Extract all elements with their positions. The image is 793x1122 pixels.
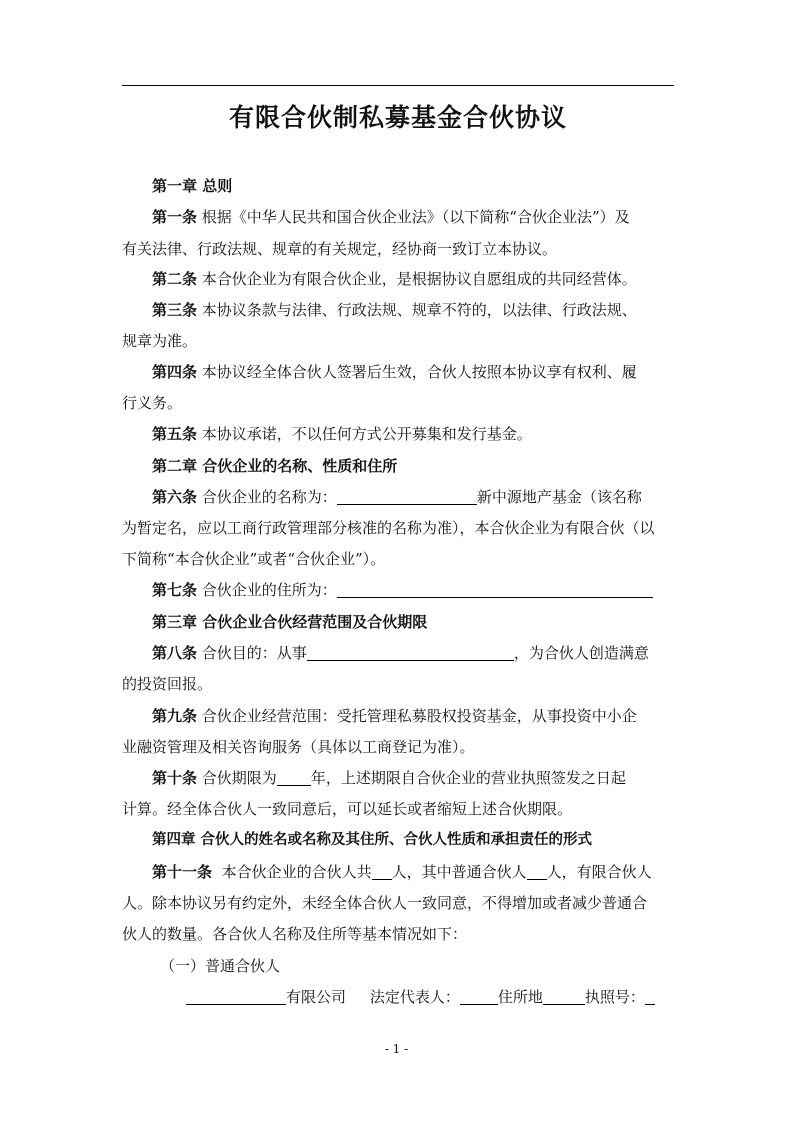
fund-name-blank[interactable] (337, 488, 477, 505)
article-label: 第四条 (152, 363, 198, 381)
article-text: 本协议条款与法律、行政法规、规章不符的，以法律、行政法规、 (201, 301, 637, 319)
article-11-cont: 人。除本协议另有约定外，未经全体合伙人一致同意，不得增加或者减少普通合 (122, 894, 648, 912)
article-1-cont: 有关法律、行政法规、规章的有关规定，经协商一致订立本协议。 (122, 240, 558, 258)
article-label: 第六条 (152, 488, 198, 506)
article-text: 人，有限合伙人 (546, 863, 652, 881)
article-label: 第八条 (152, 644, 198, 662)
article-text: 本协议经全体合伙人签署后生效，合伙人按照本协议享有权利、履 (201, 363, 637, 381)
article-8 (122, 642, 704, 664)
license-blank[interactable] (645, 988, 655, 1005)
general-partner-heading: （一）普通合伙人 (160, 957, 281, 975)
representative-blank[interactable] (460, 988, 498, 1005)
residence-label: 住所地 (497, 988, 543, 1006)
article-6-cont: 为暂定名，应以工商行政管理部分核准的名称为准），本合伙企业为有限合伙（以 (122, 519, 655, 537)
article-text: 新中源地产基金（该名称 (476, 488, 642, 506)
chapter-2-heading: 第二章 合伙企业的名称、性质和住所 (152, 457, 398, 475)
article-1 (122, 206, 704, 228)
article-text: 本合伙企业的合伙人共 (221, 863, 372, 881)
chapter-1-heading: 第一章 总则 (152, 177, 233, 195)
article-text: 合伙企业经营范围：受托管理私募股权投资基金，从事投资中小企 (201, 707, 637, 725)
article-label: 第七条 (152, 581, 198, 599)
article-4-cont: 行义务。 (122, 394, 183, 412)
article-text: 合伙期限为 (201, 769, 277, 787)
article-text: ，为合伙人创造满意 (513, 644, 649, 662)
company-label: 有限公司 (286, 988, 347, 1006)
article-text: 合伙企业的名称为： (201, 488, 337, 506)
article-3 (122, 299, 704, 321)
article-6-cont-2: 下简称“本合伙企业”或者“合伙企业”）。 (122, 550, 386, 568)
article-10 (122, 767, 704, 789)
general-partners-blank[interactable] (527, 863, 547, 880)
article-8-cont: 的投资回报。 (122, 675, 213, 693)
term-years-blank[interactable] (277, 769, 311, 786)
article-text: 本协议承诺，不以任何方式公开募集和发行基金。 (201, 425, 532, 443)
article-label: 第三条 (152, 301, 198, 319)
address-blank[interactable] (337, 581, 653, 598)
article-6 (122, 486, 704, 508)
header-rule (122, 85, 674, 86)
document-title: 有限合伙制私募基金合伙协议 (228, 103, 567, 132)
article-label: 第五条 (152, 425, 198, 443)
article-5 (122, 423, 704, 445)
article-text: 人，其中普通合伙人 (391, 863, 527, 881)
article-text: 年，上述期限自合伙企业的营业执照签发之日起 (310, 769, 626, 787)
license-label: 执照号： (584, 988, 645, 1006)
article-3-cont: 规章为准。 (122, 332, 198, 350)
article-text: 合伙企业的住所为： (201, 581, 337, 599)
chapter-4-heading: 第四章 合伙人的姓名或名称及其住所、合伙人性质和承担责任的形式 (152, 832, 593, 848)
article-label: 第九条 (152, 707, 198, 725)
article-text: 根据《中华人民共和国合伙企业法》（以下简称“合伙企业法”）及 (201, 208, 630, 226)
article-9-cont: 业融资管理及相关咨询服务（具体以工商登记为准）。 (122, 738, 475, 756)
company-name-blank[interactable] (186, 988, 286, 1005)
residence-blank[interactable] (543, 988, 585, 1005)
article-label: 第十一条 (152, 863, 213, 881)
article-label: 第十条 (152, 769, 198, 787)
general-partner-row (186, 986, 674, 1008)
total-partners-blank[interactable] (372, 863, 392, 880)
article-2 (122, 268, 704, 290)
article-11-cont-2: 伙人的数量。各合伙人名称及住所等基本情况如下： (122, 925, 468, 943)
article-9 (122, 705, 704, 727)
article-label: 第一条 (152, 208, 198, 226)
article-7 (122, 579, 704, 601)
article-label: 第二条 (152, 270, 198, 288)
page-number: - 1 - (384, 1042, 409, 1056)
article-4 (122, 361, 704, 383)
chapter-3-heading: 第三章 合伙企业合伙经营范围及合伙期限 (152, 613, 428, 631)
representative-label: 法定代表人： (369, 988, 460, 1006)
article-text: 合伙目的：从事 (201, 644, 307, 662)
article-10-cont: 计算。经全体合伙人一致同意后，可以延长或者缩短上述合伙期限。 (122, 800, 573, 818)
article-11 (122, 861, 704, 883)
purpose-blank[interactable] (307, 644, 514, 661)
article-text: 本合伙企业为有限合伙企业，是根据协议自愿组成的共同经营体。 (201, 270, 637, 288)
